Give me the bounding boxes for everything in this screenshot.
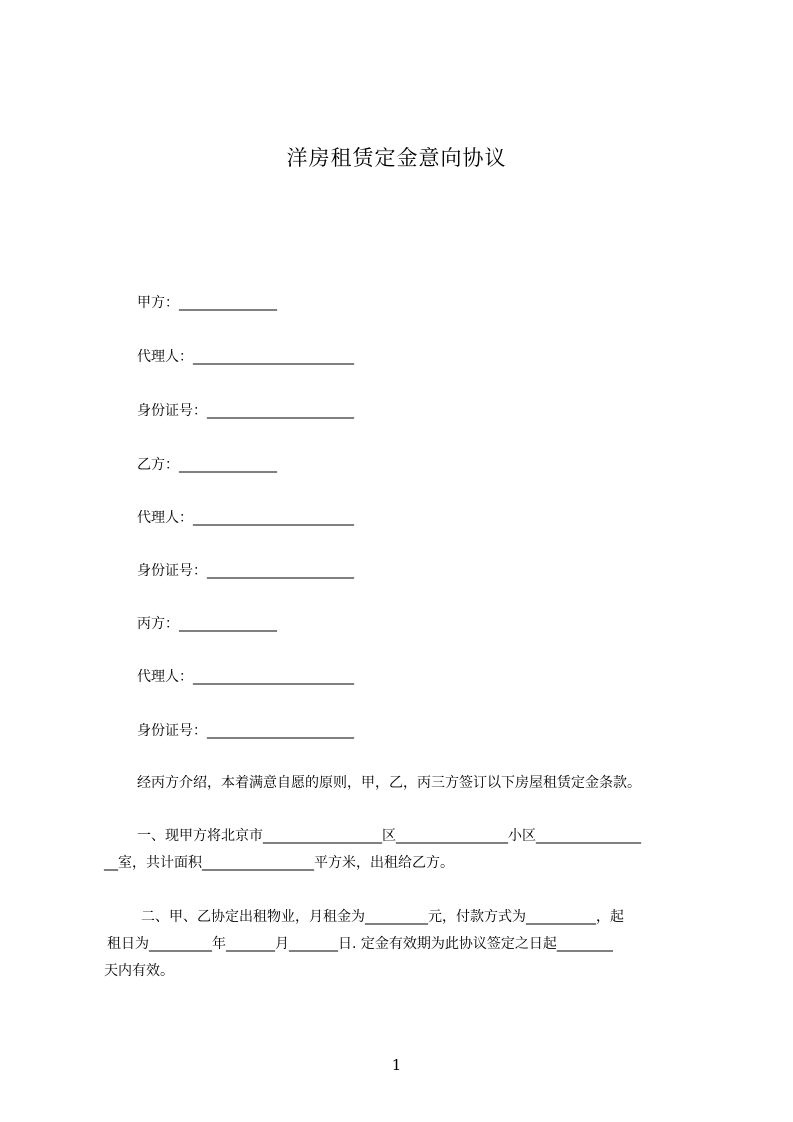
party-a-blank: ______________	[179, 295, 277, 311]
party-c-label: 丙方：	[137, 616, 179, 632]
party-b-id-field	[137, 560, 354, 580]
party-c-id-field	[137, 720, 354, 740]
party-b-id-label: 身份证号：	[137, 563, 207, 579]
party-c-agent-field	[137, 666, 354, 686]
party-c-id-blank: _____________________	[207, 723, 354, 739]
party-a-agent-blank: _______________________	[193, 349, 354, 365]
clause-2-line-1: 二、甲、乙协定出租物业，月租金为_________元，付款方式为__________，起	[141, 909, 624, 925]
clause-1-line-2: __室，共计面积________________平方米，出租给乙方。	[104, 855, 454, 871]
party-c-id-label: 身份证号：	[137, 723, 207, 739]
party-b-field	[137, 454, 277, 474]
party-a-label: 甲方：	[137, 295, 179, 311]
party-a-agent-field	[137, 346, 354, 366]
party-b-agent-field	[137, 507, 354, 527]
party-c-field	[137, 613, 277, 633]
clause-2-line-2: 租日为_________年_______月_______日. 定金有效期为此协议签定之日起________	[107, 936, 613, 952]
document-title: 洋房租赁定金意向协议	[286, 146, 507, 170]
party-a-id-field	[137, 400, 354, 420]
intro-paragraph: 经丙方介绍，本着满意自愿的原则，甲，乙，丙三方签订以下房屋租赁定金条款。	[137, 775, 641, 791]
party-c-agent-label: 代理人：	[137, 669, 193, 685]
page-number: 1	[391, 1056, 402, 1074]
party-c-agent-blank: _______________________	[193, 669, 354, 685]
party-a-id-label: 身份证号：	[137, 403, 207, 419]
party-b-blank: ______________	[179, 457, 277, 473]
party-b-agent-label: 代理人：	[137, 510, 193, 526]
party-c-blank: ______________	[179, 616, 277, 632]
party-b-label: 乙方：	[137, 457, 179, 473]
party-b-id-blank: _____________________	[207, 563, 354, 579]
clause-2-line-3: 天内有效。	[104, 963, 174, 979]
party-a-agent-label: 代理人：	[137, 349, 193, 365]
party-b-agent-blank: _______________________	[193, 510, 354, 526]
clause-1-line-1: 一、现甲方将北京市_________________区________________小区_______________	[137, 828, 641, 844]
party-a-field	[137, 292, 277, 312]
party-a-id-blank: _____________________	[207, 403, 354, 419]
